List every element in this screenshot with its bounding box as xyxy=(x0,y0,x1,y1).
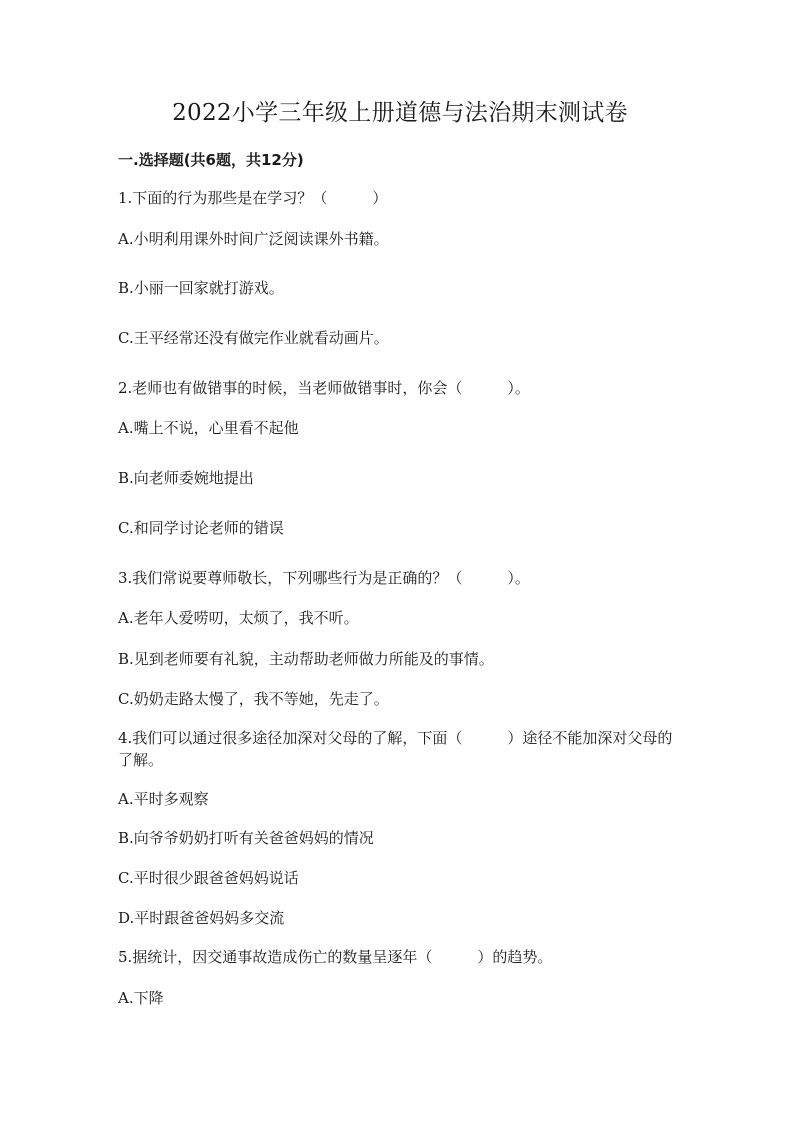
page-title: 2022小学三年级上册道德与法治期末测试卷 xyxy=(172,100,628,126)
question-4-option-a: A.平时多观察 xyxy=(118,790,209,808)
section-heading: 一.选择题(共6题，共12分) xyxy=(118,151,304,169)
question-1-stem: 1.下面的行为那些是在学习？（ ） xyxy=(118,189,388,207)
question-1-option-c: C.王平经常还没有做完作业就看动画片。 xyxy=(118,329,389,347)
question-3-option-c: C.奶奶走路太慢了，我不等她，先走了。 xyxy=(118,690,389,708)
question-1-option-b: B.小丽一回家就打游戏。 xyxy=(118,279,284,297)
question-3-option-b: B.见到老师要有礼貌，主动帮助老师做力所能及的事情。 xyxy=(118,650,494,668)
question-2-stem: 2.老师也有做错事的时候，当老师做错事时，你会（ ）。 xyxy=(118,379,530,397)
question-4-stem: 4.我们可以通过很多途径加深对父母的了解，下面（ ）途径不能加深对父母的了解。 xyxy=(118,729,673,769)
question-1-option-a: A.小明利用课外时间广泛阅读课外书籍。 xyxy=(118,230,389,248)
question-2-option-a: A.嘴上不说，心里看不起他 xyxy=(118,419,299,437)
question-5-stem: 5.据统计，因交通事故造成伤亡的数量呈逐年（ ）的趋势。 xyxy=(118,948,553,966)
question-4-option-b: B.向爷爷奶奶打听有关爸爸妈妈的情况 xyxy=(118,829,374,847)
question-2-option-c: C.和同学讨论老师的错误 xyxy=(118,519,284,537)
question-4-option-c: C.平时很少跟爸爸妈妈说话 xyxy=(118,869,299,887)
question-3-stem: 3.我们常说要尊师敬长，下列哪些行为是正确的？（ ）。 xyxy=(118,569,530,587)
question-2-option-b: B.向老师委婉地提出 xyxy=(118,469,254,487)
question-5-option-a: A.下降 xyxy=(118,989,164,1007)
question-3-option-a: A.老年人爱唠叨，太烦了，我不听。 xyxy=(118,609,359,627)
question-4-option-d: D.平时跟爸爸妈妈多交流 xyxy=(118,909,285,927)
